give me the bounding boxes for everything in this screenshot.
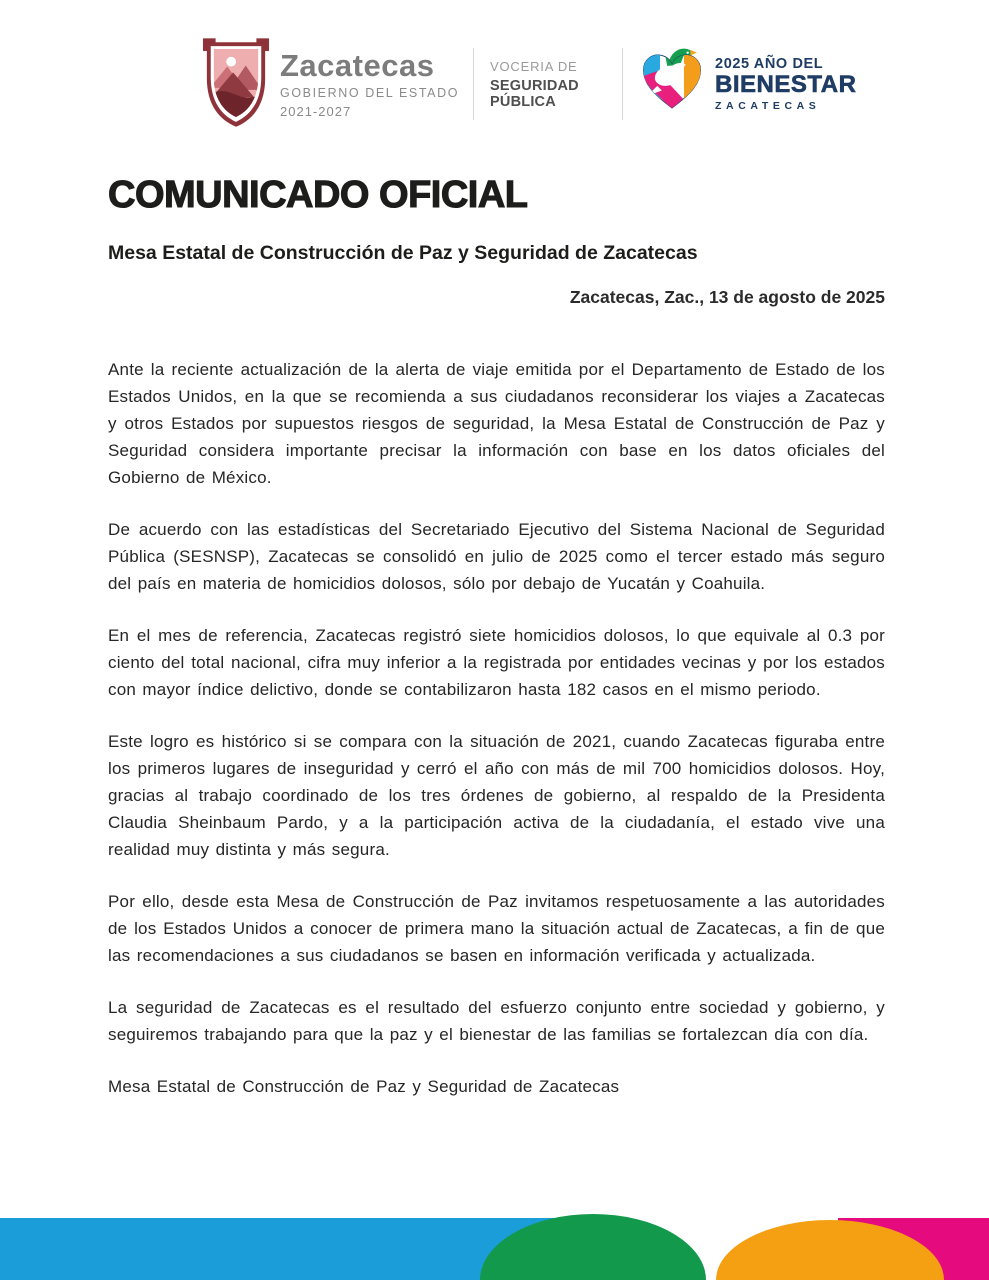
campaign-block <box>637 46 856 122</box>
office-block <box>490 59 610 110</box>
masthead <box>202 36 856 132</box>
body-paragraph-4: Este logro es histórico si se compara con la situación de 2021, cuando Zacatecas figuraba entre los primeros lugares de inseguridad y cerró el año con más de mil 700 homicidios dolosos. Hoy, gracias al trabajo coordinado de los tres órdenes de gobierno, al respaldo de la Presidenta Claudia Sheinbaum Pardo, y a la participación activa de la ciudadanía, el estado vive una realidad muy distinta y más segura. <box>108 732 885 859</box>
office-line1: VOCERIA DE <box>490 58 578 74</box>
press-release <box>108 176 885 1125</box>
body-paragraph-3: En el mes de referencia, Zacatecas registró siete homicidios dolosos, lo que equivale al 0.3 por ciento del total nacional, cifra muy inferior a la registrada por entidades vecinas y por los estados con mayor índice delictivo, donde se contabilizaron hasta 182 casos en el mismo periodo. <box>108 626 885 699</box>
page-subtitle: Mesa Estatal de Construcción de Paz y Seguridad de Zacatecas <box>108 242 698 264</box>
campaign-text <box>715 56 856 111</box>
campaign-line3: ZACATECAS <box>715 99 821 112</box>
signature-line: Mesa Estatal de Construcción de Paz y Seguridad de Zacatecas <box>108 1077 620 1096</box>
dateline: Zacatecas, Zac., 13 de agosto de 2025 <box>569 287 885 307</box>
footer-graphic <box>0 1210 989 1280</box>
campaign-line2: BIENESTAR <box>715 71 857 99</box>
bienestar-heart-icon <box>637 46 707 122</box>
header-divider-left <box>473 48 474 120</box>
brand-subtitle: GOBIERNO DEL ESTADO <box>280 85 460 100</box>
body-paragraph-1: Ante la reciente actualización de la alerta de viaje emitida por el Departamento de Estado de los Estados Unidos, en la que se recomienda a sus ciudadanos reconsiderar los viajes a Zacatecas y otros Estados por supuestos riesgos de seguridad, la Mesa Estatal de Construcción de Paz y Seguridad considera importante precisar la información con base en los datos oficiales del Gobierno de México. <box>108 360 885 487</box>
brand-name: Zacatecas <box>280 47 435 83</box>
body-paragraph-5: Por ello, desde esta Mesa de Construcción de Paz invitamos respetuosamente a las autoridades de los Estados Unidos a conocer de primera mano la situación actual de Zacatecas, a fin de que las recomendaciones a sus ciudadanos se basen en información verificada y actualizada. <box>108 892 885 965</box>
campaign-line1: 2025 AÑO DEL <box>715 56 824 73</box>
brand-period: 2021-2027 <box>280 103 352 119</box>
brand-text <box>280 47 460 119</box>
header-divider-right <box>622 48 623 120</box>
body-paragraph-2: De acuerdo con las estadísticas del Secretariado Ejecutivo del Sistema Nacional de Seguridad Pública (SESNSP), Zacatecas se consolidó en julio de 2025 como el tercer estado más seguro del país en materia de homicidios dolosos, sólo por debajo de Yucatán y Coahuila. <box>108 520 885 593</box>
zacatecas-shield-icon <box>202 37 270 131</box>
body-paragraph-6: La seguridad de Zacatecas es el resultado del esfuerzo conjunto entre sociedad y gobierno, y seguiremos trabajando para que la paz y el bienestar de las familias se fortalezcan día con día. <box>108 998 885 1044</box>
office-line2: SEGURIDAD PÚBLICA <box>490 77 579 110</box>
state-brand <box>202 37 459 131</box>
page-title: COMUNICADO OFICIAL <box>108 174 528 216</box>
